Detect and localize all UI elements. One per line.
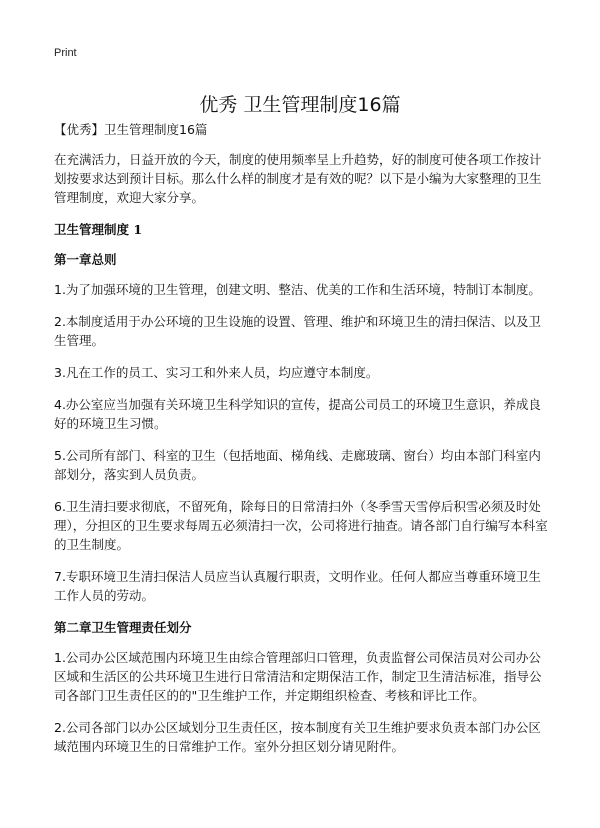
list-item: 4.办公室应当加强有关环境卫生科学知识的宣传，提高公司员工的环境卫生意识，养成良好的环境卫生习惯。 [54, 397, 541, 431]
section-heading: 卫生管理制度 1 [54, 222, 143, 237]
document-title: 优秀 卫生管理制度16篇 [199, 93, 401, 116]
chapter-heading: 第二章卫生管理责任划分 [54, 620, 192, 635]
intro-paragraph: 在充满活力，日益开放的今天，制度的使用频率呈上升趋势，好的制度可使各项工作按计划按要求达到预计目标。那么什么样的制度才是有效的呢？以下是小编为大家整理的卫生管理制度，欢迎大家分享。 [54, 152, 542, 205]
chapter-heading: 第一章总则 [54, 252, 117, 267]
list-item: 5.公司所有部门、科室的卫生（包括地面、梯角线、走廊玻璃、窗台）均由本部门科室内部划分，落实到人员负责。 [54, 448, 541, 482]
list-item: 6.卫生清扫要求彻底，不留死角，除每日的日常清扫外（冬季雪天雪停后积雪必须及时处理），分担区的卫生要求每周五必须清扫一次，公司将进行抽查。请各部门自行编写本科室的卫生制度。 [54, 499, 548, 552]
document-subtitle: 【优秀】卫生管理制度16篇 [54, 122, 208, 137]
print-link[interactable]: Print [54, 47, 77, 59]
list-item: 1.公司办公区域范围内环境卫生由综合管理部归口管理，负责监督公司保洁员对公司办公区域和生活区的公共环境卫生进行日常清洁和定期保洁工作，制定卫生清洁标准，指导公司各部门卫生责任区的的"卫生维护工作，并定期组织检查、考核和评比工作。 [54, 650, 542, 703]
document-body [54, 120, 548, 769]
list-item: 7.专职环境卫生清扫保洁人员应当认真履行职责，文明作业。任何人都应当尊重环境卫生工作人员的劳动。 [54, 569, 541, 603]
list-item: 1.为了加强环境的卫生管理，创建文明、整洁、优美的工作和生活环境，特制订本制度。 [54, 282, 541, 297]
list-item: 2.本制度适用于办公环境的卫生设施的设置、管理、维护和环境卫生的清扫保洁、以及卫生管理。 [54, 314, 541, 348]
list-item: 2.公司各部门以办公区域划分卫生责任区，按本制度有关卫生维护要求负责本部门办公区域范围内环境卫生的日常维护工作。室外分担区划分请见附件。 [54, 720, 541, 754]
list-item: 3.凡在工作的员工、实习工和外来人员，均应遵守本制度。 [54, 365, 379, 380]
